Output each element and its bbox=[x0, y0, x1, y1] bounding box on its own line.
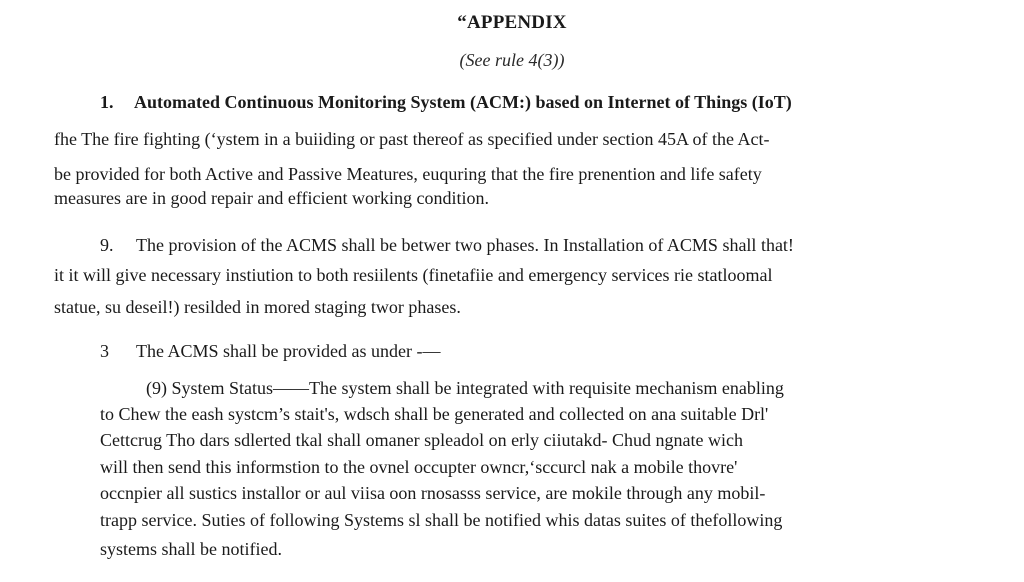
subsection-line-5: occnpier all sustics installor or aul viisa oon rnosasss service, are mokile through any mobil- bbox=[100, 483, 766, 503]
subsection-line-2: to Chew the eash systcm’s stait's, wdsch shall be generated and collected on ana suitable Drl' bbox=[100, 404, 769, 424]
section-2-line-1 bbox=[100, 234, 794, 256]
section-3-number: 3 bbox=[100, 341, 109, 361]
subsection-line-1 bbox=[146, 377, 784, 399]
section-1-number: 1. bbox=[100, 92, 114, 112]
subsection-heading: System Status bbox=[171, 378, 274, 398]
subsection-line-4: will then send this informstion to the ovnel occupter owncr,‘sccurcl nak a mobile thovre' bbox=[100, 457, 738, 477]
section-3-text: The ACMS shall be provided as under -— bbox=[136, 341, 441, 361]
subsection-line-6: trapp service. Suties of following Systems sl shall be notified whis datas suites of thefollowing bbox=[100, 510, 783, 530]
subsection-line-7: systems shall be notified. bbox=[100, 539, 282, 559]
appendix-title: “APPENDIX bbox=[457, 12, 567, 33]
appendix-subtitle: (See rule 4(3)) bbox=[459, 50, 565, 70]
section-2-number: 9. bbox=[100, 235, 114, 255]
section-2-line-3: statue, su deseil!) resilded in mored staging twor phases. bbox=[54, 297, 461, 317]
section-1-heading: Automated Continuous Monitoring System (ACM:) based on Internet of Things (IoT) bbox=[134, 92, 792, 112]
subsection-line-3: Cettcrug Tho dars sdlerted tkal shall omaner spleadol on erly ciiutakd- Chud ngnate wich bbox=[100, 430, 743, 450]
subsection-dash: —— bbox=[273, 378, 310, 398]
section-1-line-1: fhe The fire fighting (‘ystem in a buiiding or past thereof as specified under section 45A of the Act- bbox=[54, 129, 770, 149]
section-3-line bbox=[100, 340, 440, 362]
section-2-line-2: it it will give necessary instiution to both resiilents (finetafiie and emergency services rie statloomal bbox=[54, 265, 773, 285]
section-1-heading-line bbox=[100, 91, 792, 113]
section-2-text-1: The provision of the ACMS shall be betwer two phases. In Installation of ACMS shall that! bbox=[136, 235, 794, 255]
section-1-line-2: be provided for both Active and Passive Meatures, euquring that the fire prenention and life safety bbox=[54, 164, 762, 184]
subsection-number: (9) bbox=[146, 378, 167, 398]
section-1-line-3: measures are in good repair and efficient working condition. bbox=[54, 188, 490, 208]
subsection-text-1: The system shall be integrated with requisite mechanism enabling bbox=[309, 378, 784, 398]
